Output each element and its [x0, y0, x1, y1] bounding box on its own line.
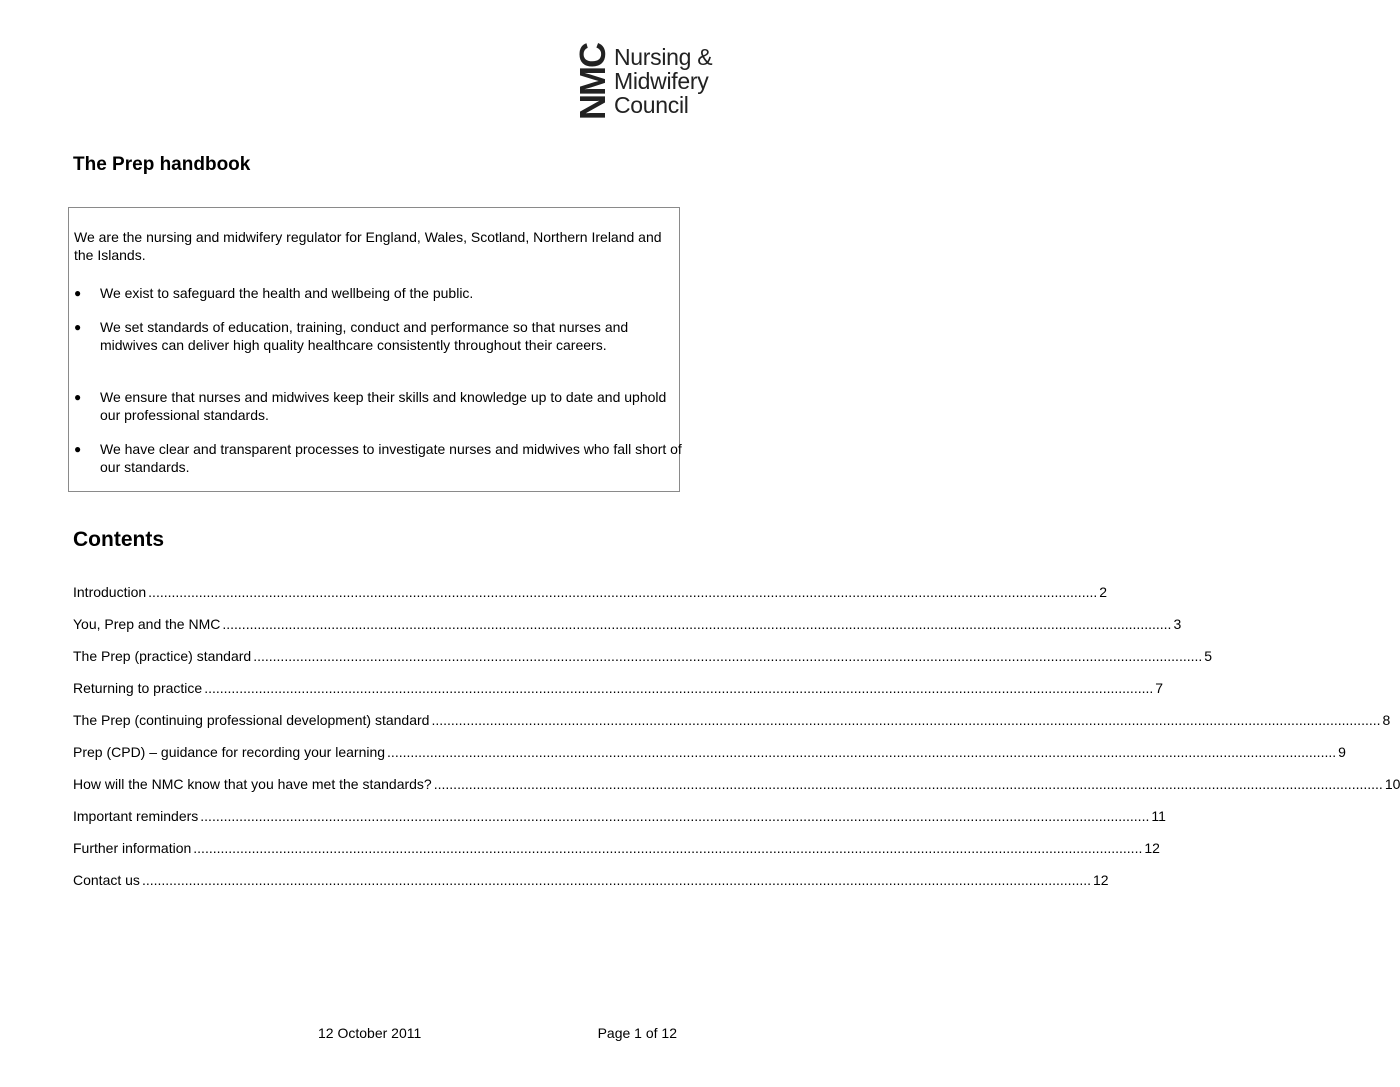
- contents-heading: Contents: [73, 528, 164, 551]
- toc-entry-label: How will the NMC know that you have met the standards?: [73, 776, 432, 792]
- toc-entry-cpd-guidance[interactable]: [73, 743, 1346, 761]
- intro-text: We are the nursing and midwifery regulator for England, Wales, Scotland, Northern Ireland and the Islands.: [74, 229, 662, 263]
- toc-entry-you-prep-nmc[interactable]: [73, 615, 1182, 633]
- intro-bullet-text: We ensure that nurses and midwives keep their skills and knowledge up to date and uphold our professional standards.: [100, 389, 667, 423]
- toc-entry-label: You, Prep and the NMC: [73, 616, 221, 632]
- toc-leader: [200, 807, 1149, 825]
- bullet-icon: ●: [74, 390, 82, 404]
- footer-page-number: Page 1 of 12: [597, 1025, 677, 1041]
- toc-entry-page: 3: [1173, 616, 1182, 632]
- toc-leader: [387, 743, 1336, 761]
- toc-leader: [434, 775, 1383, 793]
- toc-entry-page: 11: [1151, 808, 1166, 824]
- bullet-icon: ●: [74, 286, 82, 300]
- toc-entry-label: Further information: [73, 840, 192, 856]
- toc-entry-label: The Prep (practice) standard: [73, 648, 252, 664]
- toc-entry-page: 8: [1382, 712, 1391, 728]
- intro-bullet-text: We have clear and transparent processes to investigate nurses and midwives who fall short of our standards.: [100, 441, 682, 475]
- toc-leader: [222, 615, 1171, 633]
- toc-entry-important-reminders[interactable]: [73, 807, 1166, 825]
- toc-leader: [204, 679, 1153, 697]
- toc-leader: [148, 583, 1097, 601]
- nmc-logo-wordmark: [614, 45, 712, 117]
- logo-line-1: Nursing &: [614, 44, 713, 70]
- nmc-logo: [572, 44, 728, 122]
- toc-leader: [253, 647, 1202, 665]
- toc-entry-page: 2: [1099, 584, 1108, 600]
- logo-line-2: Midwifery: [614, 68, 709, 94]
- toc-entry-label: Important reminders: [73, 808, 199, 824]
- toc-entry-page: 5: [1204, 648, 1213, 664]
- footer-date: 12 October 2011: [318, 1025, 422, 1041]
- toc-entry-label: Introduction: [73, 584, 147, 600]
- toc-entry-contact-us[interactable]: [73, 871, 1109, 889]
- toc-entry-label: Prep (CPD) – guidance for recording your learning: [73, 744, 386, 760]
- intro-box: [68, 207, 680, 492]
- toc-entry-page: 12: [1093, 872, 1109, 888]
- toc-entry-introduction[interactable]: [73, 583, 1108, 601]
- toc-entry-practice-standard[interactable]: [73, 647, 1213, 665]
- toc-entry-label: Returning to practice: [73, 680, 203, 696]
- bullet-icon: ●: [74, 442, 82, 456]
- toc-entry-page: 9: [1338, 744, 1346, 760]
- toc-entry-label: Contact us: [73, 872, 140, 888]
- toc-entry-page: 7: [1155, 680, 1164, 696]
- toc-leader: [431, 711, 1380, 729]
- toc-leader: [193, 839, 1142, 857]
- intro-bullet-text: We exist to safeguard the health and wellbeing of the public.: [100, 285, 474, 301]
- toc-entry-label: The Prep (continuing professional development) standard: [73, 712, 430, 728]
- toc-entry-page: 10: [1384, 776, 1400, 792]
- toc-entry-further-information[interactable]: [73, 839, 1160, 857]
- nmc-logo-mark: NMC: [572, 44, 613, 120]
- toc-entry-page: 12: [1144, 840, 1160, 856]
- toc-entry-cpd-standard[interactable]: [73, 711, 1391, 729]
- toc-leader: [142, 871, 1091, 889]
- intro-bullet-text: We set standards of education, training, conduct and performance so that nurses and midwives can deliver high quality healthcare consistently throughout their careers.: [100, 319, 629, 353]
- logo-line-3: Council: [614, 92, 689, 118]
- toc-entry-returning-to-practice[interactable]: [73, 679, 1164, 697]
- toc-entry-meeting-standards[interactable]: [73, 775, 1400, 793]
- document-title: The Prep handbook: [73, 154, 251, 175]
- bullet-icon: ●: [74, 320, 82, 334]
